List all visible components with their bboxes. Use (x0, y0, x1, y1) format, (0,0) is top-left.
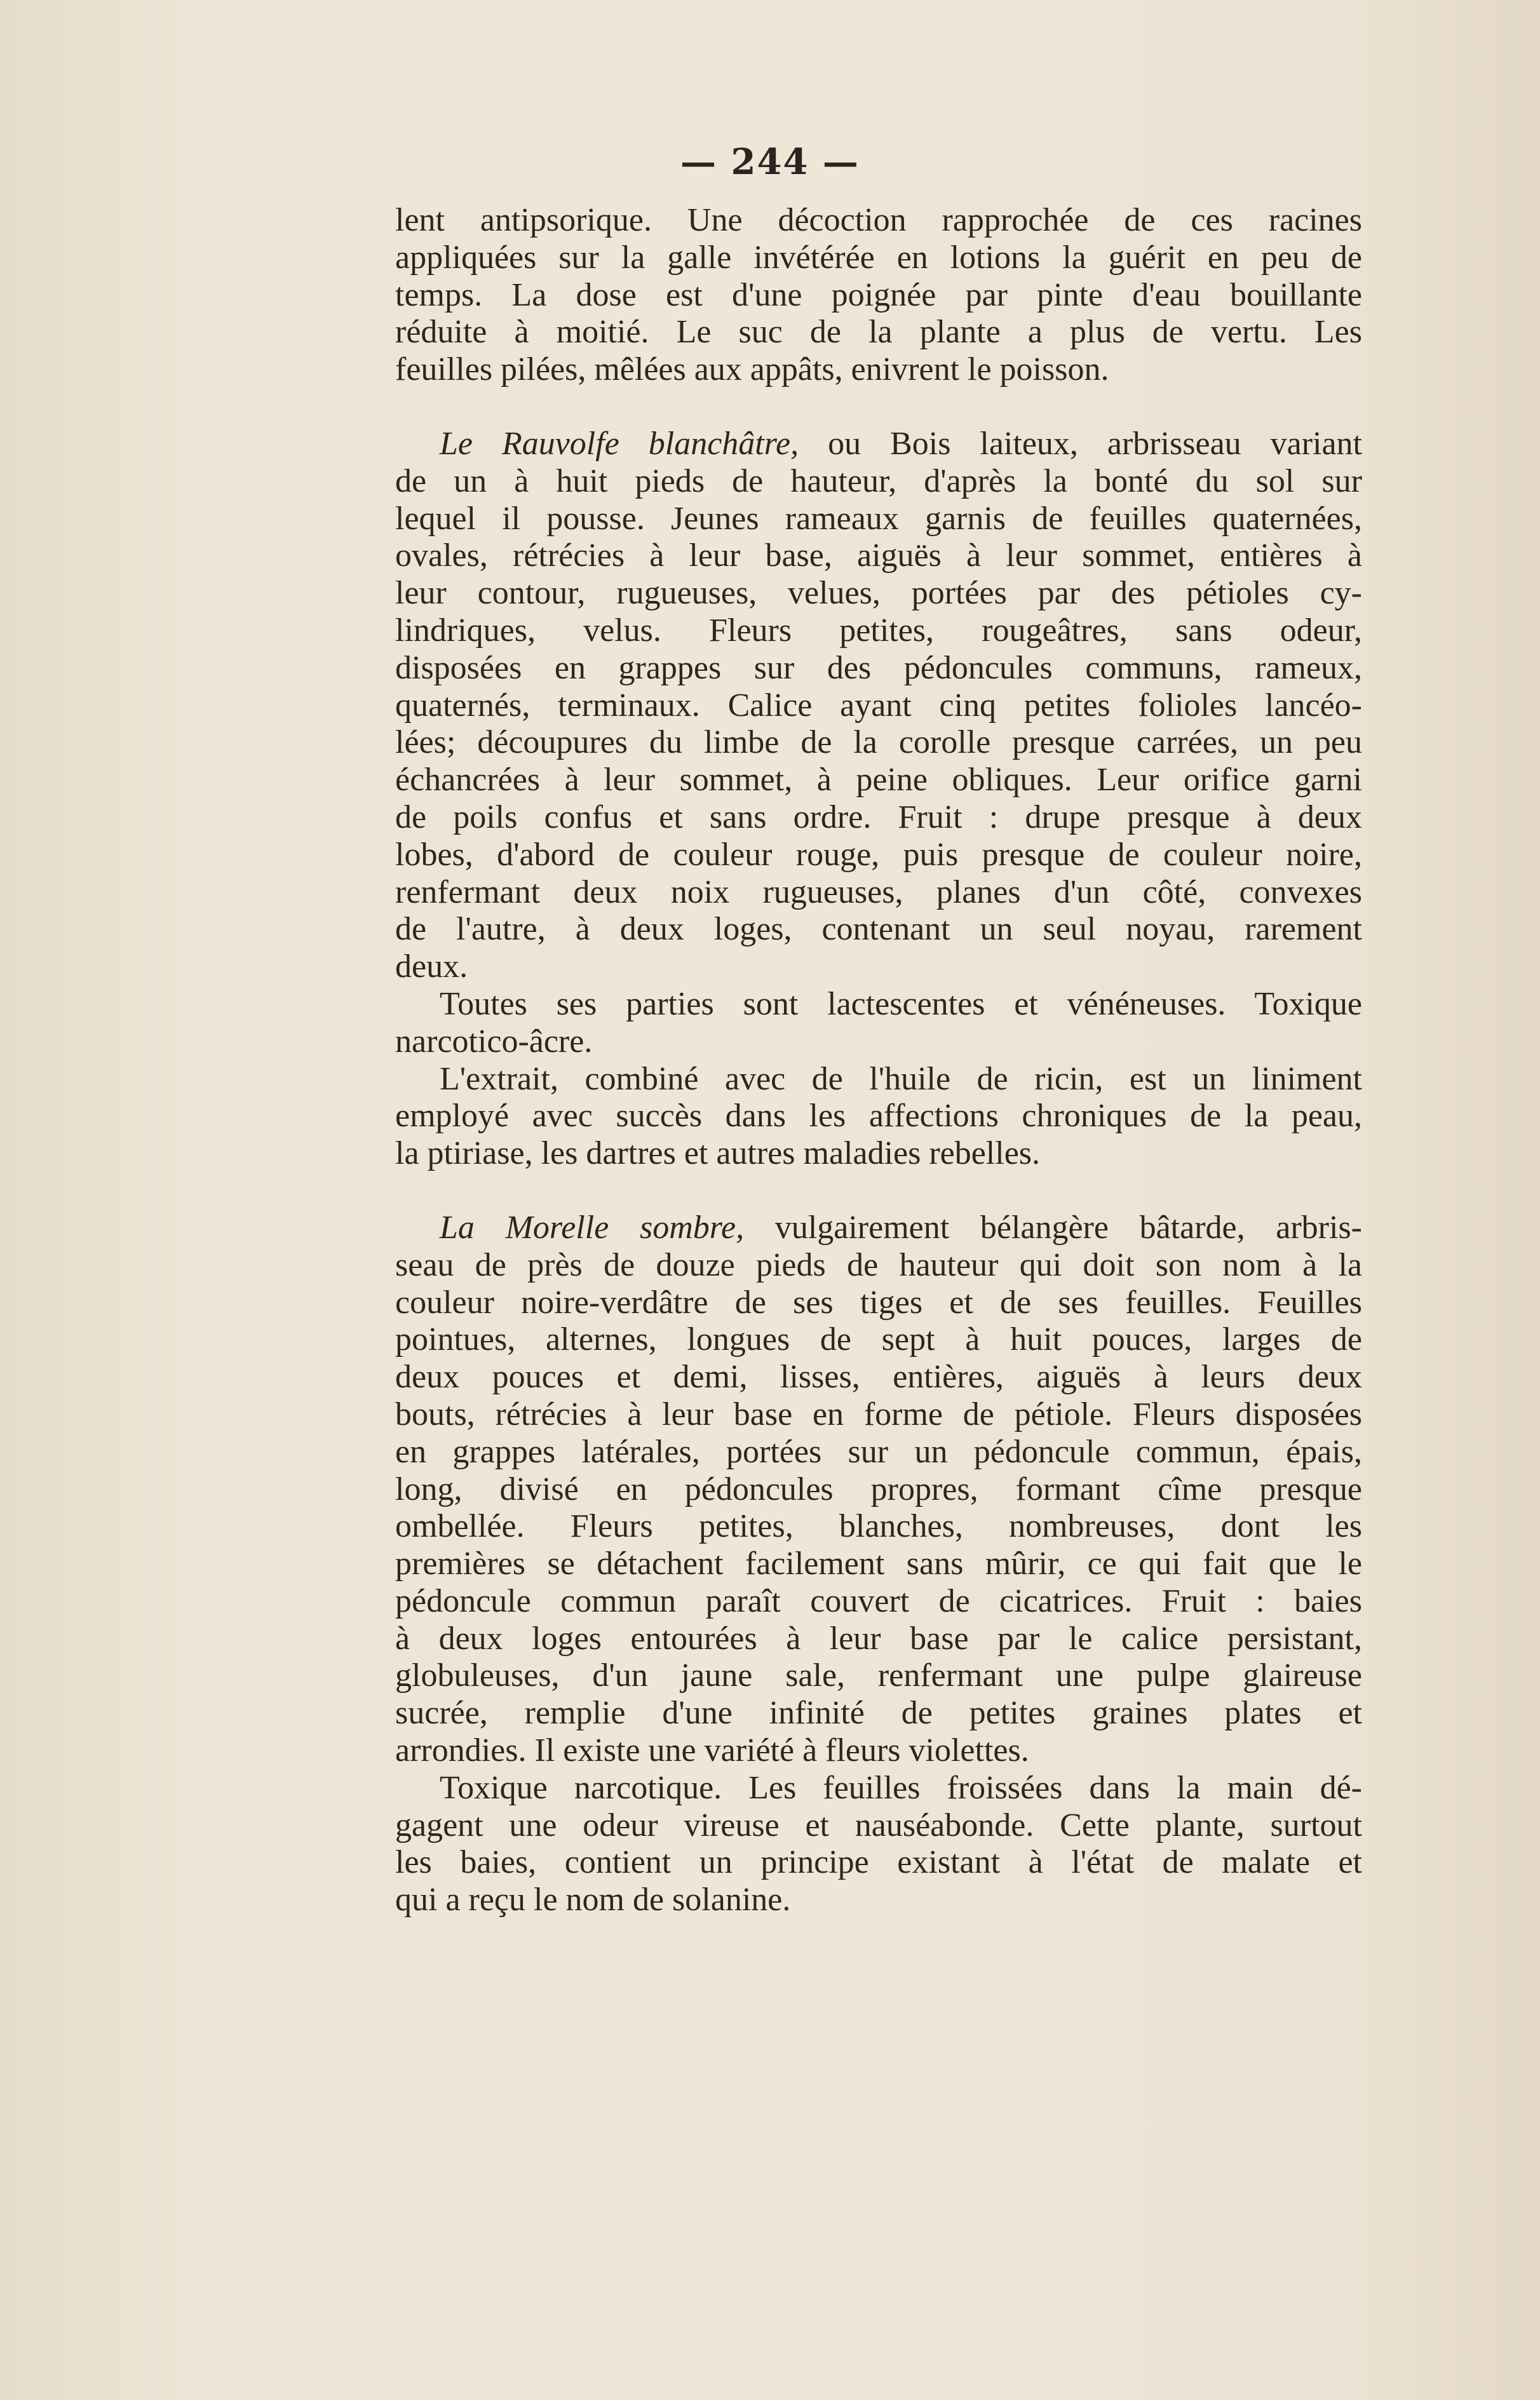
text-line: lequel il pousse. Jeunes rameaux garnis de feuilles quaternées, (395, 500, 1362, 537)
paragraph-continuation (395, 202, 1362, 389)
text-line: réduite à moitié. Le suc de la plante a plus de vertu. Les (395, 314, 1362, 351)
text-line: de l'autre, à deux loges, contenant un seul noyau, rarement (395, 911, 1362, 948)
text-line: lées; découpures du limbe de la corolle presque carrées, un peu (395, 724, 1362, 761)
text-line: à deux loges entourées à leur base par le calice persistant, (395, 1620, 1362, 1657)
text-line: globuleuses, d'un jaune sale, renfermant une pulpe glaireuse (395, 1657, 1362, 1694)
paragraph-extract (395, 1061, 1362, 1173)
paragraph-toxicity-rauvolfe (395, 986, 1362, 1061)
text-line: ovales, rétrécies à leur base, aiguës à leur sommet, entières à (395, 537, 1362, 574)
text-line: pédoncule commun paraît couvert de cicatrices. Fruit : baies (395, 1582, 1362, 1619)
text-line: premières se détachent facilement sans mûrir, ce qui fait que le (395, 1546, 1362, 1582)
text-line: gagent une odeur vireuse et nauséabonde. Cette plante, surtout (395, 1807, 1362, 1844)
text-line: leur contour, rugueuses, velues, portées par des pétioles cy- (395, 575, 1362, 612)
text-line: les baies, contient un principe existant à l'état de malate et (395, 1844, 1362, 1881)
text-line: disposées en grappes sur des pédoncules communs, rameux, (395, 649, 1362, 686)
text-line: lindriques, velus. Fleurs petites, rougeâtres, sans odeur, (395, 612, 1362, 649)
text-line: employé avec succès dans les affections chroniques de la peau, (395, 1098, 1362, 1135)
text-line: échancrées à leur sommet, à peine obliques. Leur orifice garni (395, 762, 1362, 799)
text-line: pointues, alternes, longues de sept à huit pouces, larges de (395, 1321, 1362, 1358)
page-number: — 244 — (680, 141, 860, 183)
text-line: arrondies. Il existe une variété à fleurs violettes. (395, 1732, 1029, 1769)
text-line: La Morelle sombre, vulgairement bélangère bâtarde, arbris- (440, 1209, 1362, 1246)
paragraph-rauvolfe (395, 426, 1362, 986)
text-line: L'extrait, combiné avec de l'huile de ricin, est un liniment (440, 1060, 1362, 1097)
text-line: quaternés, terminaux. Calice ayant cinq petites folioles lancéo- (395, 687, 1362, 724)
text-line: renfermant deux noix rugueuses, planes d'un côté, convexes (395, 873, 1362, 910)
body-text (395, 202, 1362, 1919)
text-line: Toutes ses parties sont lactescentes et vénéneuses. Toxique (440, 985, 1362, 1022)
text-line: couleur noire-verdâtre de ses tiges et de ses feuilles. Feuilles (395, 1284, 1362, 1321)
text-line: de poils confus et sans ordre. Fruit : drupe presque à deux (395, 799, 1362, 835)
text-line: feuilles pilées, mêlées aux appâts, enivrent le poisson. (395, 351, 1109, 388)
text-line: Toxique narcotique. Les feuilles froissées dans la main dé- (440, 1769, 1362, 1806)
text-line: temps. La dose est d'une poignée par pinte d'eau bouillante (395, 276, 1362, 313)
text-line: deux pouces et demi, lisses, entières, aiguës à leurs deux (395, 1359, 1362, 1396)
text-line: seau de près de douze pieds de hauteur qui doit son nom à la (395, 1246, 1362, 1283)
text-line: appliquées sur la galle invétérée en lotions la guérit en peu de (395, 239, 1362, 276)
text-line: qui a reçu le nom de solanine. (395, 1882, 791, 1918)
text-line: long, divisé en pédoncules propres, formant cîme presque (395, 1471, 1362, 1507)
text-line: la ptiriase, les dartres et autres maladies rebelles. (395, 1135, 1041, 1172)
text-line: bouts, rétrécies à leur base en forme de pétiole. Fleurs disposées (395, 1396, 1362, 1433)
species-name-morelle: La Morelle sombre, (440, 1209, 745, 1246)
text-line: ombellée. Fleurs petites, blanches, nombreuses, dont les (395, 1508, 1362, 1545)
text-line: Le Rauvolfe blanchâtre, ou Bois laiteux, arbrisseau variant (440, 425, 1362, 462)
text-line: de un à huit pieds de hauteur, d'après la bonté du sol sur (395, 462, 1362, 499)
text-line: narcotico-âcre. (395, 1023, 593, 1060)
paragraph-morelle (395, 1210, 1362, 1770)
paragraph-toxicity-morelle (395, 1770, 1362, 1919)
text-line: sucrée, remplie d'une infinité de petites graines plates et (395, 1695, 1362, 1732)
text-line: en grappes latérales, portées sur un pédoncule commun, épais, (395, 1433, 1362, 1470)
text-line: lent antipsorique. Une décoction rapprochée de ces racines (395, 202, 1362, 238)
species-name-rauvolfe: Le Rauvolfe blanchâtre, (440, 425, 799, 462)
text-line: lobes, d'abord de couleur rouge, puis presque de couleur noire, (395, 836, 1362, 873)
text-line: deux. (395, 948, 468, 985)
